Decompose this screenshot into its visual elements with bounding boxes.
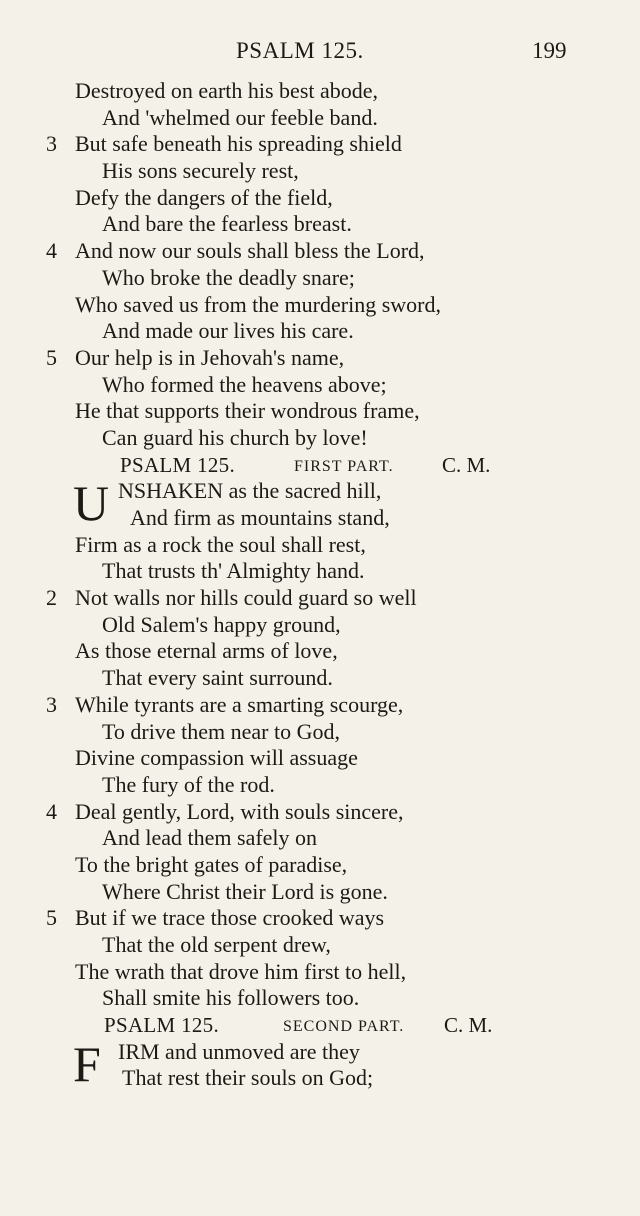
verse-number: 4	[46, 798, 57, 824]
verse-line: 3 But safe beneath his spreading shield	[46, 131, 402, 157]
verse-line: His sons securely rest,	[102, 158, 299, 184]
meter-label: C. M.	[442, 452, 491, 477]
running-head	[0, 38, 640, 78]
verse-line: As those eternal arms of love,	[75, 638, 338, 664]
verse-line: Who broke the deadly snare;	[102, 264, 355, 290]
verse-line: And bare the fearless breast.	[102, 211, 352, 237]
verse-number: 3	[46, 131, 57, 157]
verse-line: Divine compassion will assuage	[75, 745, 358, 771]
verse-line: Destroyed on earth his best abode,	[75, 78, 379, 103]
verse-line: Can guard his church by love!	[102, 424, 368, 450]
meter-label: C. M.	[444, 1013, 493, 1038]
verse-line: That trusts th' Almighty hand.	[102, 558, 365, 584]
part-label: FIRST PART.	[294, 457, 394, 475]
verse-line: The wrath that drove him first to hell,	[75, 958, 407, 984]
verse-line: Who formed the heavens above;	[102, 371, 387, 397]
verse-line: Shall smite his followers too.	[102, 985, 360, 1011]
verse-line: That every saint surround.	[102, 665, 333, 691]
verse-number: 2	[46, 585, 57, 611]
verse-line: 2 Not walls nor hills could guard so well	[46, 585, 417, 611]
verse-line: And lead them safely on	[102, 825, 318, 851]
psalm-heading-second-part	[0, 1012, 640, 1039]
psalm-title: PSALM 125.	[104, 1013, 220, 1038]
verse-number: 5	[46, 344, 57, 370]
verse-line: To the bright gates of paradise,	[75, 851, 348, 877]
verse-number: 4	[46, 238, 57, 264]
verse-line: 5 But if we trace those crooked ways	[46, 905, 385, 931]
psalm-heading-first-part	[0, 452, 640, 479]
verse-line: And made our lives his care.	[102, 318, 354, 344]
verse-line: He that supports their wondrous frame,	[75, 398, 420, 424]
psalm-title: PSALM 125.	[120, 452, 236, 477]
verse-line: F IRM and unmoved are they	[73, 1035, 360, 1092]
verse-line: That rest their souls on God;	[122, 1065, 374, 1091]
part-label: SECOND PART.	[283, 1018, 405, 1036]
verse-line: U NSHAKEN as the sacred hill,	[73, 475, 382, 532]
verse-line: Who saved us from the murdering sword,	[75, 291, 441, 317]
verse-line: The fury of the rod.	[102, 771, 275, 797]
verse-line: 3 While tyrants are a smarting scourge,	[46, 691, 404, 717]
verse-line: 5 Our help is in Jehovah's name,	[46, 344, 345, 370]
drop-cap: U	[73, 475, 110, 532]
verse-number: 5	[46, 905, 57, 931]
verse-line: Old Salem's happy ground,	[102, 611, 341, 637]
verse-line: Firm as a rock the soul shall rest,	[75, 531, 366, 557]
verse-line: 4 And now our souls shall bless the Lord,	[46, 238, 425, 264]
verse-line: And 'whelmed our feeble band.	[102, 104, 378, 130]
page-number: 199	[532, 38, 567, 63]
running-head-title: PSALM 125.	[236, 38, 364, 63]
verse-line: 4 Deal gently, Lord, with souls sincere,	[46, 798, 404, 824]
verse-line: Where Christ their Lord is gone.	[102, 878, 388, 904]
drop-cap: F	[73, 1035, 101, 1092]
verse-line: To drive them near to God,	[102, 718, 340, 744]
verse-line: Defy the dangers of the field,	[75, 184, 333, 210]
verse-number: 3	[46, 691, 57, 717]
verse-line: And firm as mountains stand,	[130, 505, 390, 530]
verse-line: That the old serpent drew,	[102, 932, 331, 957]
hymn-text	[0, 78, 640, 1092]
